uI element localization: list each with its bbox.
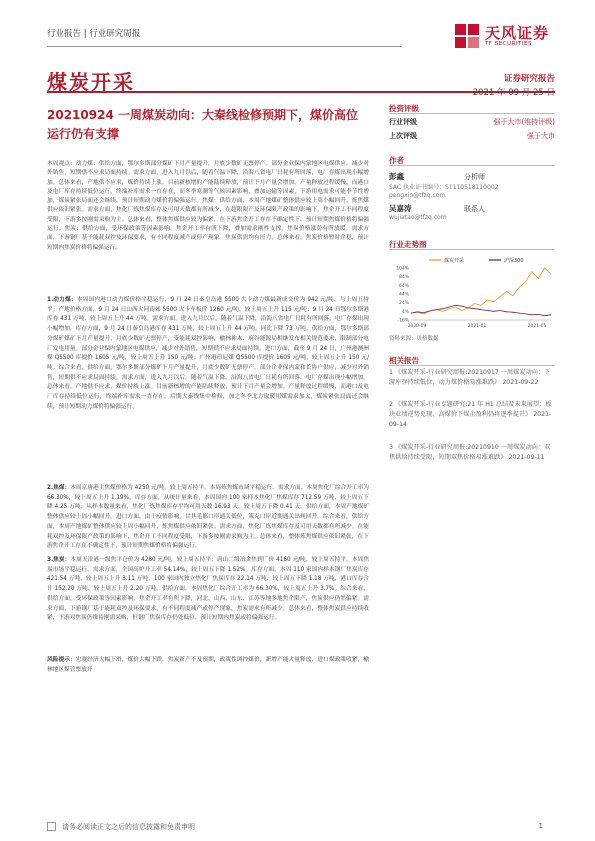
breadcrumb: 行业报告 | 行业研究周报	[47, 29, 141, 39]
body-paragraph-coking-coal	[47, 484, 369, 552]
x-tick-label: 2021-01	[467, 324, 487, 329]
author-heading: 作者	[389, 156, 404, 165]
body-paragraph-thermal-coal	[47, 296, 369, 412]
summary-paragraph: 本周观点：动力煤：供给方面，鄂尔多斯部分煤矿下月产量提升，月底少数矿无票停产。部分企业保内蒙地区电煤供应，减少对外销售，短期供不应求局面持续。需求方面，进入九月以后，随着气温下降，沿海八省电厂日耗有所回落，电厂存煤出现小幅增加。总体来看，产地供不应求，煤价持续上涨。目前新核增的产能陆续释放，预计下月产量会增加。产量释放过程缓慢，而港口及电厂库存持续低位运行，终端补库需求一直存在，而冬季寒潮等气候因素影响，叠加运输等因素，下游用电需求可能季节性增加，煤炭紧张局面还会继续，预计短期动力煤价将偏强运行。焦煤：供给方面，本周产地煤矿整体供应较上周小幅回升，炼焦煤供应依旧紧张。需求方面，焦化厂炼焦煤库存及可用天数都有所减少，在超限限产及环保限产政策的影响下，焦企开工不同程度受限，下游多按刚需采购为主。总体来看，整体焦煤供应较为偏紧，在下游焦企开工存在不确定性下，预计短期焦煤价格将偏强运行。焦炭：供给方面，受环保政策等因素影响，焦企开工率有所下降，叠加需求刚性支撑，焦炭价格涨势有所放缓。需求方面，下游钢厂基于能耗双控及环保要求，有不同程度减产或停产现象。焦炭供需均有压力，总体来看，焦炭价格暂时企稳，预计短期内焦炭价格将偏强运行。	[47, 161, 369, 251]
report-type: 证券研究报告	[503, 74, 555, 84]
category-title: 煤炭开采	[47, 70, 135, 94]
chart-source: 资料来源：贝格数据	[389, 336, 439, 342]
header-divider	[47, 46, 402, 47]
logo-text-en: TF SECURITIES	[485, 41, 532, 47]
analyst-cert: SAC 执业证书编号：S1110518110002	[389, 184, 499, 191]
analyst-name: 彭鑫	[389, 172, 404, 181]
series-line	[411, 268, 551, 314]
related-report-3[interactable]: 3 《煤炭开采-行业研究周报:20210910 一周煤炭动向：双焦供给持续受限，短期双焦价格易涨难跌》 2021-09-11	[389, 444, 551, 461]
logo-text: 天风证券	[485, 24, 550, 42]
paragraph-text: 本周天津港一级焦平仓价为 4280 元/吨，较上周五持平；唐山二级冶金焦到厂价 4160 元/吨，较上周五持平，本周焦炭市场平稳运行。需求方面，全国高炉开工率 54.14%，较上周五下降 1.52%。库存方面，本周 110 家国内样本钢厂焦炭库存 421.54 万吨，较上周五上升 3.11 万吨，100 家国内独立焦化厂焦炭库存 22.14 万吨，较上周五下降 1.18 万吨，港口库存合计 152.20 万吨，较上周五上升 2.20 万吨。供给方面，本周焦化厂综合开工率为 66.30%，较上周五上升 3.7%。综合来看，供给方面，受环保政策等因素影响，焦企开工率有所下降，河北、山西、山东、江苏等地多地焦企限产，焦炭供应仍然偏紧。需求方面，下游钢厂基于能耗双控及环保要求，有不同程度减产或停产现象，焦炭需求有所减少。总体来看，整体焦炭供应持续收紧，下游对焦炭仍维持刚需采购，但钢厂焦炭库存仍处低位，预计短期内焦炭或将偏强运行。	[47, 557, 370, 622]
risk-text: 宏观经济大幅下滑，煤价大幅下跌，焦炭新产不及预期，政策性调控煤价，新增产能大量释放，进口煤政策收紧，榆林地区煤管票放开	[47, 657, 370, 673]
rating-heading: 投资评级	[389, 104, 419, 113]
prev-rating-label: 上次评级	[389, 132, 417, 140]
y-tick-label: 84%	[398, 275, 409, 281]
divider	[389, 113, 555, 114]
series-line	[411, 305, 551, 315]
paragraph-label: 3.焦炭：	[47, 557, 71, 563]
x-tick-label: 2020-09	[407, 324, 427, 329]
related-report-2[interactable]: 2 《煤炭开采-行业专题研究:21 年 H1 总结及未来展望：板块业绩逆势兑现，高煤价下煤企盈利仍将逐季提升》 2021-09-14	[389, 401, 552, 428]
risk-warning	[47, 656, 369, 675]
page-number: 1	[538, 822, 543, 830]
paragraph-text: 本周国内港口动力煤价格平稳运行，9 月 24 日秦皇岛港 5500 大卡动力煤最新成交价为 942 元/吨，与上周五持平；产地价格方面，9 月 24 日山西大同南郊 5500 大卡车板价 1260 元/吨，较上周五上升 115 元/吨；9 月 24 日鄂尔多斯港库存 431 万吨，较上周五上升 44 万吨。需求方面，进入九月以后，随着气温下降，沿海八省电厂日耗有所回落，电厂存煤出现小幅增加，库存方面，9 月 24 日秦皇岛港库存 431 万吨，较上周五上升 44 万吨，同比下降 73 万吨。供给方面，鄂尔多斯部分煤矿煤矿下月产量提升，月底少数矿无票停产，受能耗双控影响，榆林神木、府谷能源局相继发布相关规范要求，限制部分电厂发电用量。部分企业保内蒙地区电煤供应，减少对外销售，短期供不应求局面持续。进口方面，截至 9 月 24 日，广州港澳洲煤 Q5500 库提价 1605 元/吨，较上周五上升 150 元/吨；广州港印尼煤 Q5500 库提价 1605 元/吨，较上周五上升 150 元/吨。综合来看，供给方面，鄂尔多斯部分煤矿下月产量提升，月底少数矿无票停产。部分企业保内蒙和长协户供应，减少对外销售，短期供不应求局面持续。需求方面，进入九月以后，随着气温下降，沿海八省电厂日耗有所回落，电厂存煤出现小幅增加。总体来看，产地供不应求，煤价持续上涨。目前新核增的产能陆续释放，预计下月产量会增加。产量释放过程缓慢，而港口及电厂库存持续低位运行，终端补库需求一直存在。后期大秦线集中检修，加之冬季北方取暖用煤需求加大，煤炭紧张局面还会继续，预计短期动力煤价将偏强运行。	[47, 297, 369, 410]
footer-disclaimer: 请务必阅读正文之后的信息披露和免责申明	[62, 823, 195, 831]
report-title: 20210924 一周煤炭动向：大秦线检修预期下，煤价高位运行仍有支撑	[47, 108, 358, 141]
y-tick-label: 24%	[398, 301, 409, 307]
industry-rating-label: 行业评级	[389, 118, 417, 126]
paragraph-label: 1.动力煤：	[47, 297, 77, 303]
company-logo	[455, 22, 555, 52]
prev-rating-value: 强于大市	[527, 132, 555, 140]
legend-label: 煤炭开采	[444, 258, 465, 264]
title-divider	[47, 91, 555, 93]
report-date: 2021 年 09 月 25 日	[472, 88, 555, 98]
trend-heading: 行业走势图	[389, 240, 427, 249]
logo-mark-icon	[455, 24, 481, 50]
contact-name: 吴嘉涛	[389, 204, 412, 213]
contact-role: 联系人	[464, 205, 485, 213]
legend-label: 沪深300	[504, 258, 524, 264]
industry-trend-chart	[389, 254, 555, 329]
y-tick-label: 4%	[401, 309, 409, 315]
y-tick-label: 44%	[398, 292, 409, 298]
x-tick-label: 2021-05	[527, 324, 547, 329]
risk-label: 风险提示：	[47, 657, 76, 663]
y-tick-label: 64%	[398, 283, 409, 289]
paragraph-label: 2.焦煤：	[47, 485, 71, 491]
divider	[389, 165, 555, 166]
footer-icon	[47, 822, 56, 831]
analyst-email[interactable]: pengxin@tfzq.com	[389, 192, 446, 199]
related-report-1[interactable]: 1 《煤炭开采-行业研究周报:20210917 一周煤炭动向：下游库存持续低位，动力煤价格易涨难跌》 2021-09-22	[389, 369, 551, 386]
contact-email[interactable]: wujiatao@tfzq.com	[389, 214, 447, 221]
related-heading: 相关报告	[389, 356, 419, 365]
paragraph-text: 本周京唐港主焦煤价格为 4250 元/吨，较上周五持平。本周炼焦煤市场平稳运行。需求方面，本周焦化厂综合开工率为 66.30%，较上周五上升 1.19%。库存方面，从统计量来看，本周国内 100 家样本焦化厂焦煤库存 712.59 万吨，较上周五下降 4.25 万吨；从样本数量来看，焦化厂炼焦煤库存平均可用天数 16.93 天，较上周五下降 0.41 天。供给方面，本周产地煤矿整体供应较上周小幅回升。进口方面，由于疫情影响，甘其毛都口岸通关低位，策克口岸近期通关出现回升。综合来看，供给方面，本周产地煤矿整体供应较上周小幅回升，炼焦煤供应依旧紧张。需求方面，焦化厂炼焦煤库存及可用天数都有所减少。在能耗双控及环保限产政策的影响下，焦企开工不同程度受限，下游多按刚需采购为主。总体来看，整体炼焦煤供应依旧紧张，在下游焦企开工存在不确定性下，预计短期焦煤价格将偏强运行。	[47, 485, 369, 550]
divider	[389, 249, 555, 250]
divider	[389, 365, 555, 366]
body-paragraph-coke	[47, 556, 369, 624]
industry-rating-value: 强于大市(维持评级)	[493, 118, 555, 126]
y-tick-label: -16%	[397, 318, 409, 324]
analyst-role: 分析师	[464, 173, 485, 181]
y-tick-label: 104%	[396, 266, 409, 272]
